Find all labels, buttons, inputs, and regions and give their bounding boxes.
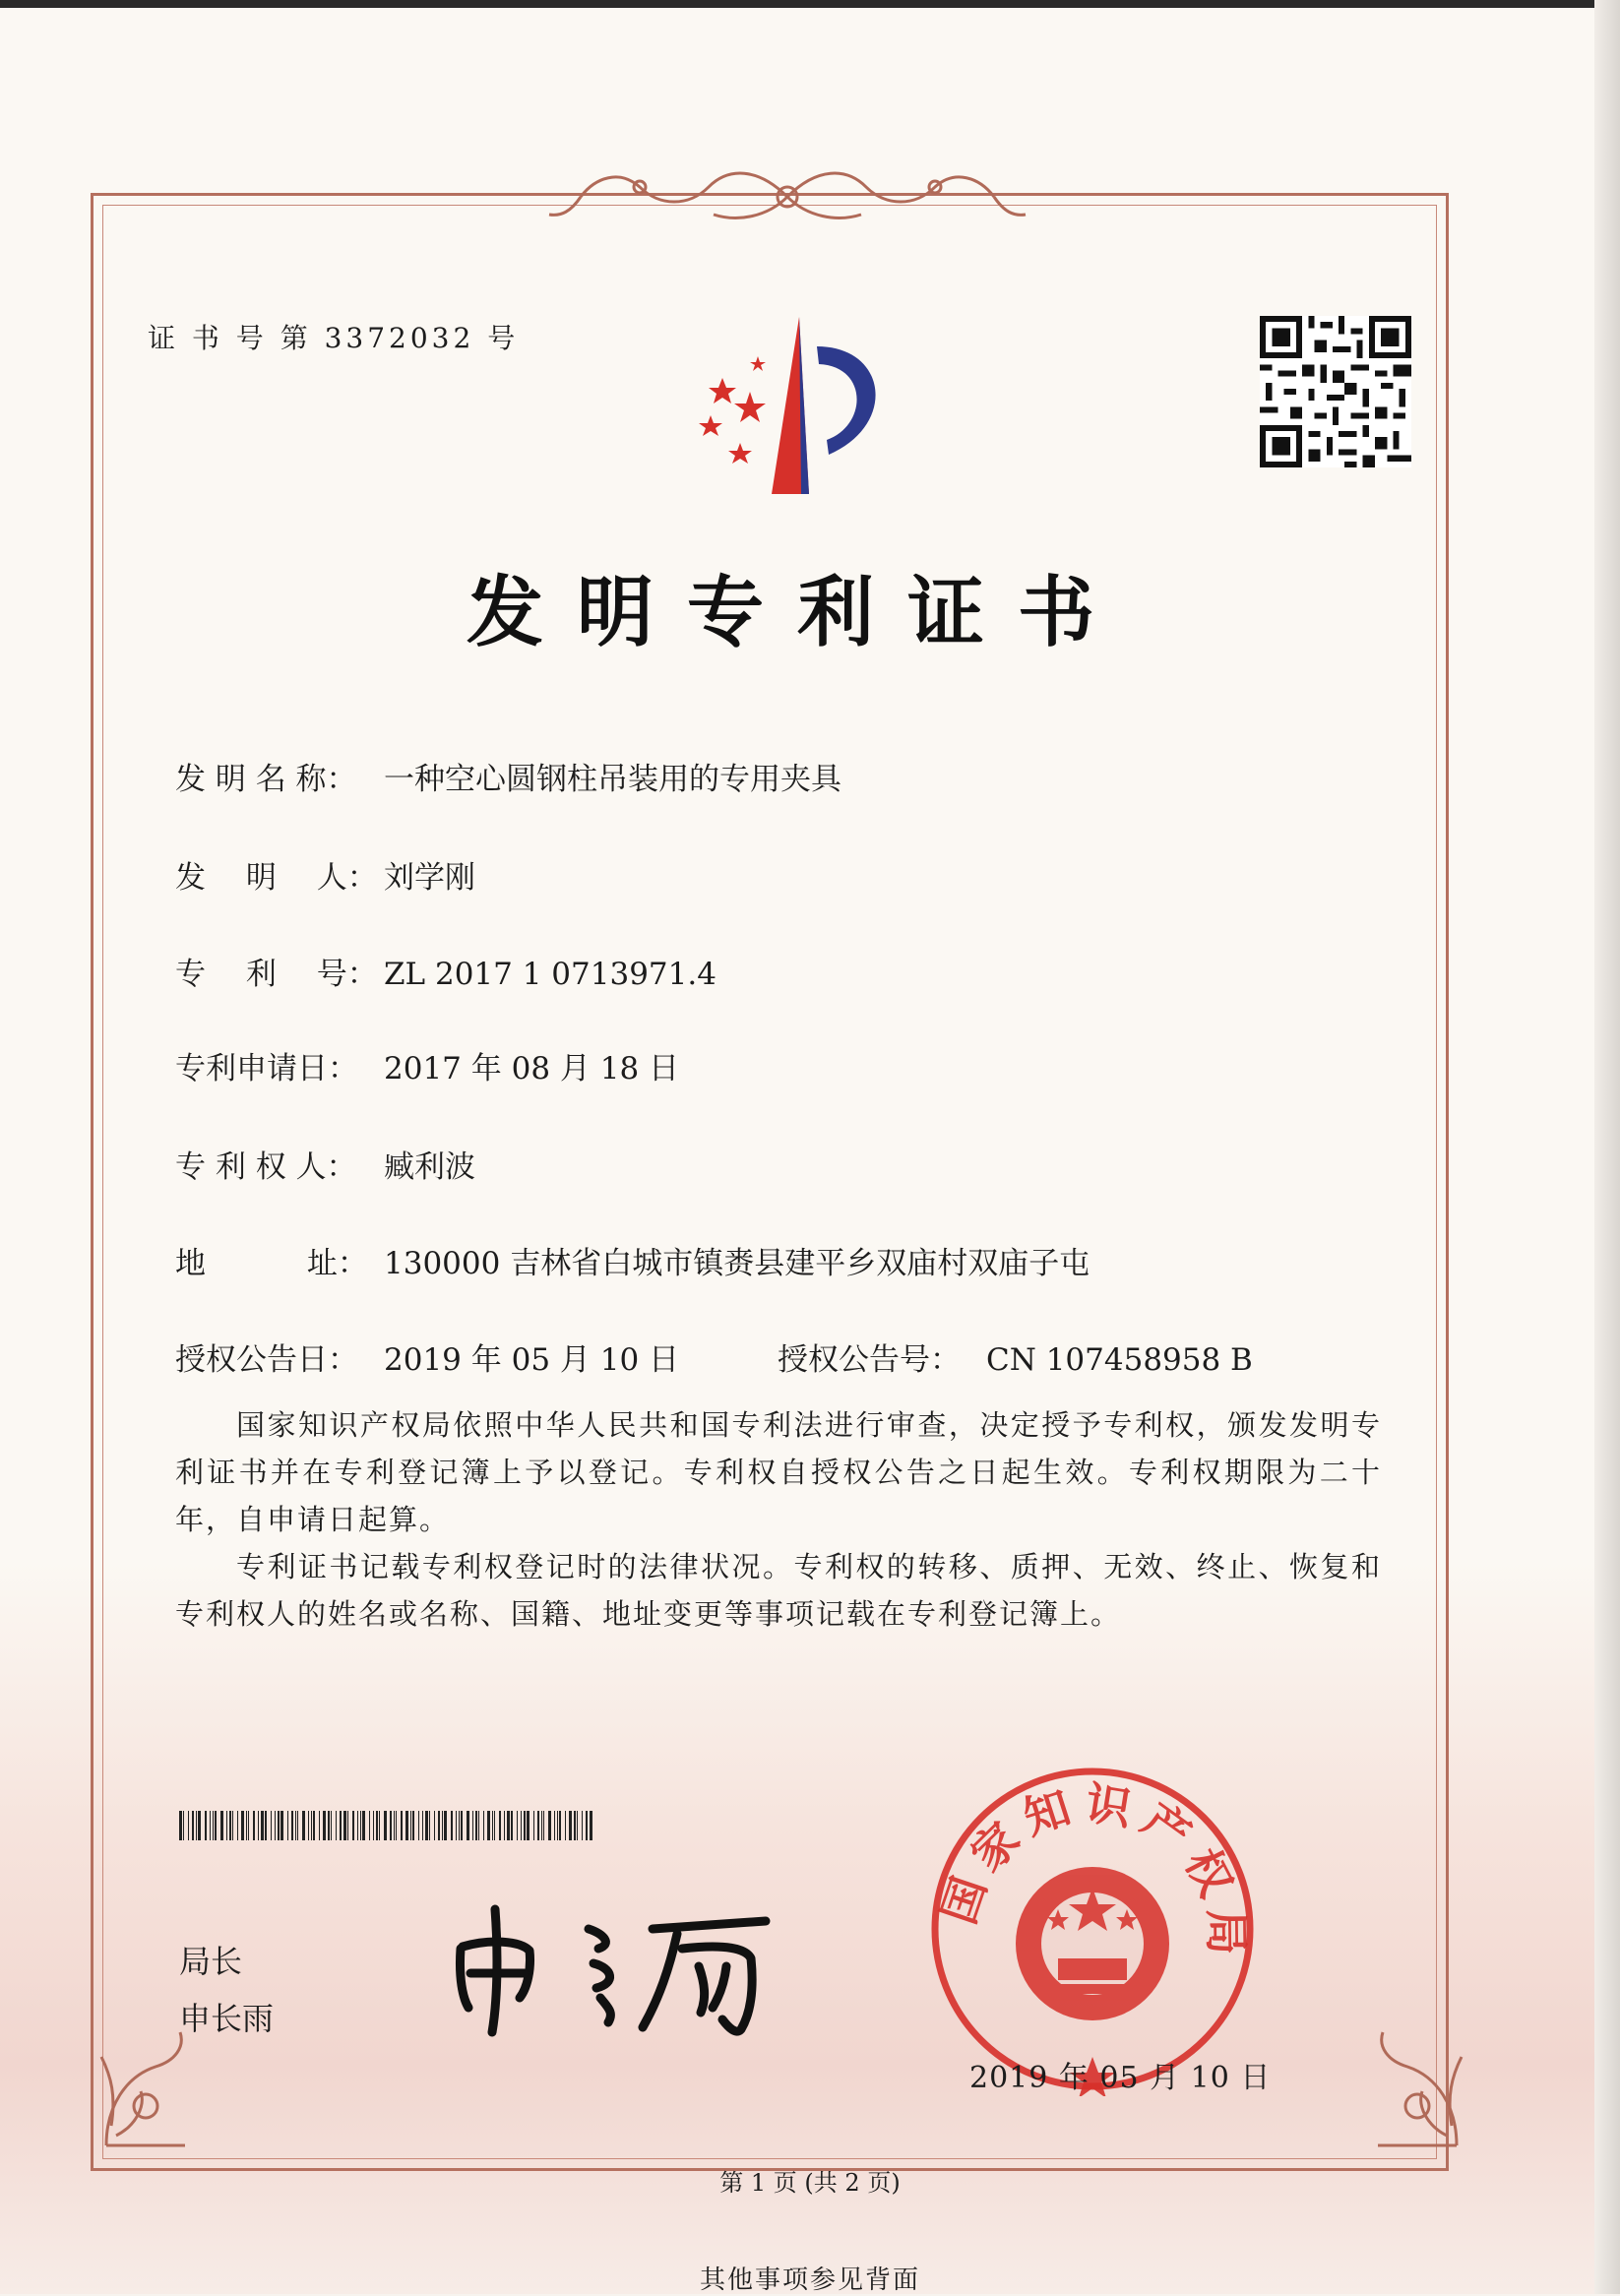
corner-ornament-bottom-right bbox=[1358, 2017, 1476, 2155]
label-patentee: 专 利 权 人： bbox=[175, 1149, 357, 1185]
director-block bbox=[179, 1933, 274, 2047]
value-grant-date: 2019 年 05 月 10 日 bbox=[384, 1342, 680, 1378]
label-invention-name: 发 明 名 称： bbox=[175, 762, 357, 797]
qr-code bbox=[1260, 315, 1411, 468]
seal-text: 国家知识产权局 bbox=[931, 1775, 1254, 1965]
statement-paragraph-1: 国家知识产权局依照中华人民共和国专利法进行审查，决定授予专利权，颁发发明专利证书并在专利登记簿上予以登记。专利权自授权公告之日起生效。专利权期限为二十年，自申请日起算。 bbox=[175, 1408, 1382, 1536]
field-address bbox=[175, 1238, 1090, 1282]
field-grant-date bbox=[175, 1334, 679, 1379]
director-name: 申长雨 bbox=[179, 2000, 275, 2037]
value-inventor: 刘学刚 bbox=[384, 860, 475, 896]
certificate-number-suffix: 号 bbox=[487, 322, 520, 354]
label-grant-number: 授权公告号： bbox=[778, 1342, 961, 1378]
seal-date: 2019 年 05 月 10 日 bbox=[969, 2061, 1272, 2095]
label-address: 地 址： bbox=[175, 1246, 368, 1281]
label-inventor: 发 明 人： bbox=[175, 860, 378, 896]
value-patent-number: ZL 2017 1 0713971.4 bbox=[384, 957, 717, 992]
field-patent-number bbox=[175, 949, 717, 993]
value-filing-date: 2017 年 08 月 18 日 bbox=[384, 1051, 680, 1086]
certificate-number-value: 3372032 bbox=[324, 322, 475, 354]
page-number: 第 1 页 (共 2 页) bbox=[719, 2169, 901, 2197]
field-invention-name bbox=[175, 754, 841, 798]
scan-right-shadow bbox=[1594, 0, 1620, 2294]
director-signature bbox=[441, 1890, 795, 2037]
label-filing-date: 专利申请日： bbox=[175, 1051, 358, 1086]
label-patent-number: 专 利 号： bbox=[175, 957, 378, 992]
official-seal bbox=[925, 1762, 1260, 2096]
value-address: 130000 吉林省白城市镇赉县建平乡双庙村双庙子屯 bbox=[384, 1246, 1090, 1281]
director-title: 局长 bbox=[179, 1943, 243, 1980]
barcode bbox=[179, 1811, 592, 1840]
value-patentee: 臧利波 bbox=[384, 1149, 475, 1185]
field-patentee bbox=[175, 1142, 475, 1186]
field-grant-number bbox=[778, 1334, 1253, 1379]
certificate-number bbox=[148, 317, 519, 356]
field-inventor bbox=[175, 852, 475, 897]
top-ornament bbox=[541, 157, 1033, 236]
footer-note: 其他事项参见背面 bbox=[699, 2265, 920, 2295]
certificate-number-label: 证 书 号 第 bbox=[148, 322, 312, 354]
scan-top-edge bbox=[0, 0, 1620, 8]
field-filing-date bbox=[175, 1043, 679, 1087]
value-invention-name: 一种空心圆钢柱吊装用的专用夹具 bbox=[384, 762, 841, 797]
cnipa-logo bbox=[661, 307, 917, 504]
label-grant-date: 授权公告日： bbox=[175, 1342, 358, 1378]
certificate-title: 发明专利证书 bbox=[466, 568, 1128, 657]
statement-paragraph-2: 专利证书记载专利权登记时的法律状况。专利权的转移、质押、无效、终止、恢复和专利权人的姓名或名称、国籍、地址变更等事项记载在专利登记簿上。 bbox=[175, 1550, 1382, 1631]
value-grant-number: CN 107458958 B bbox=[986, 1342, 1253, 1378]
